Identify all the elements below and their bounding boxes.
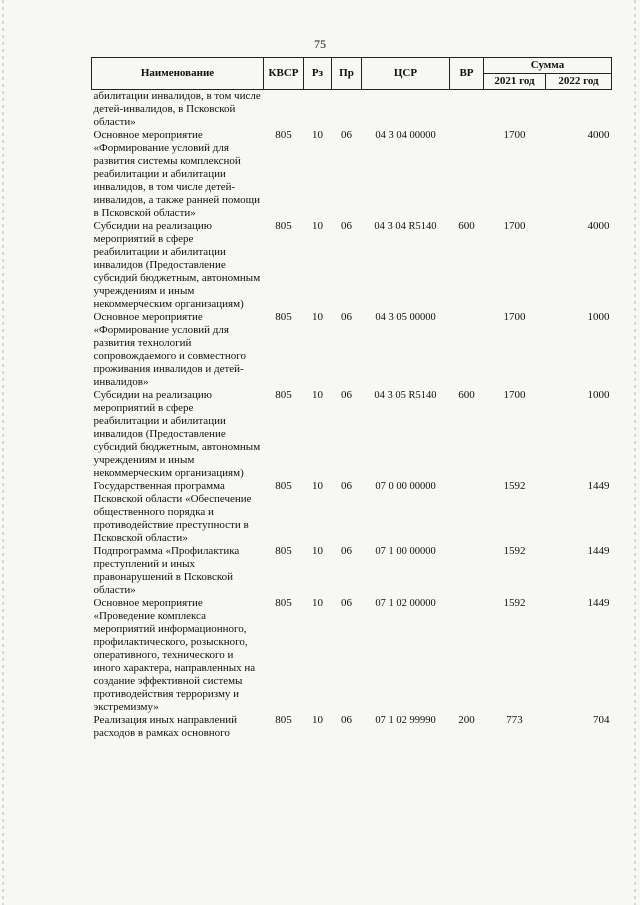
row-rz: 10 xyxy=(312,714,323,726)
row-name: абилитации инвалидов, в том числе детей-инвалидов, в Псковской области» xyxy=(93,90,261,128)
header-kvsr: КВСР xyxy=(264,58,304,90)
row-rz: 10 xyxy=(312,311,323,323)
row-rz: 10 xyxy=(312,129,323,141)
row-amount-2021: 1700 xyxy=(503,220,526,232)
row-amount-2021: 773 xyxy=(506,714,523,726)
row-name: Реализация иных направлений расходов в рамках основного xyxy=(93,714,238,739)
row-name: Субсидии на реализацию мероприятий в сфере реабилитации и абилитации инвалидов (Предоставление субсидий бюджетным, автономным учреждениям и иным некоммерческим организациям) xyxy=(93,389,261,479)
row-csr: 07 1 00 00000 xyxy=(375,546,436,557)
table-row xyxy=(92,597,612,714)
row-name: Основное мероприятие «Формирование условий для развития технологий сопровождаемого и совместного проживания инвалидов и детей-инвалидов» xyxy=(93,311,246,388)
table-row xyxy=(92,311,612,389)
row-amount-2021: 1592 xyxy=(503,545,526,557)
budget-table-container xyxy=(91,57,611,740)
row-csr xyxy=(362,90,450,130)
row-vr: 200 xyxy=(458,714,475,726)
row-rz xyxy=(304,90,332,130)
scan-edge-right xyxy=(634,0,636,905)
row-csr: 04 3 05 R5140 xyxy=(374,390,437,401)
row-csr: 04 3 04 00000 xyxy=(375,130,436,141)
row-amount-2022: 4000 xyxy=(587,220,610,232)
header-name: Наименование xyxy=(92,58,264,90)
row-pr: 06 xyxy=(341,597,352,609)
budget-table xyxy=(91,57,612,740)
row-name: Основное мероприятие «Проведение комплекса мероприятий информационного, профилактического, розыскного, оперативного, технического и иного характера, направленных на создание эффективной системы противодействия терроризму и экстремизму» xyxy=(93,597,256,713)
row-kvsr: 805 xyxy=(275,311,292,323)
row-amount-2022: 1449 xyxy=(587,480,610,492)
row-amount-2021: 1592 xyxy=(503,480,526,492)
table-row xyxy=(92,714,612,740)
row-pr: 06 xyxy=(341,129,352,141)
header-year-2021: 2021 год xyxy=(484,74,546,90)
row-amount-2022 xyxy=(546,90,612,130)
row-vr xyxy=(450,90,484,130)
row-pr: 06 xyxy=(341,480,352,492)
row-rz: 10 xyxy=(312,389,323,401)
header-csr: ЦСР xyxy=(362,58,450,90)
row-kvsr: 805 xyxy=(275,129,292,141)
row-kvsr xyxy=(264,90,304,130)
table-body xyxy=(92,90,612,741)
row-vr xyxy=(450,311,484,389)
header-rz: Рз xyxy=(304,58,332,90)
row-amount-2021: 1700 xyxy=(503,129,526,141)
row-pr: 06 xyxy=(341,545,352,557)
row-amount-2021 xyxy=(484,90,546,130)
row-pr: 06 xyxy=(341,389,352,401)
row-vr: 600 xyxy=(458,389,475,401)
row-amount-2021: 1700 xyxy=(503,389,526,401)
row-kvsr: 805 xyxy=(275,389,292,401)
row-pr: 06 xyxy=(341,714,352,726)
row-rz: 10 xyxy=(312,220,323,232)
row-vr xyxy=(450,129,484,220)
table-row xyxy=(92,389,612,480)
row-pr: 06 xyxy=(341,311,352,323)
row-name: Основное мероприятие «Формирование условий для развития системы комплексной реабилитации и абилитации инвалидов, в том числе детей-инвалидов, а также ранней помощи в Псковской области» xyxy=(93,129,261,219)
header-vr: ВР xyxy=(450,58,484,90)
page-number: 75 xyxy=(314,37,326,51)
row-kvsr: 805 xyxy=(275,597,292,609)
row-vr xyxy=(450,597,484,714)
row-kvsr: 805 xyxy=(275,480,292,492)
row-name: Государственная программа Псковской области «Обеспечение общественного порядка и противодействие преступности в Псковской области» xyxy=(93,480,252,544)
row-amount-2021: 1592 xyxy=(503,597,526,609)
row-rz: 10 xyxy=(312,480,323,492)
row-vr: 600 xyxy=(458,220,475,232)
row-kvsr: 805 xyxy=(275,714,292,726)
row-csr: 04 3 04 R5140 xyxy=(374,221,437,232)
row-amount-2022: 4000 xyxy=(587,129,610,141)
table-row xyxy=(92,220,612,311)
table-row xyxy=(92,90,612,130)
row-name: Подпрограмма «Профилактика преступлений и иных правонарушений в Псковской области» xyxy=(93,545,240,596)
row-amount-2022: 1000 xyxy=(587,311,610,323)
row-kvsr: 805 xyxy=(275,220,292,232)
row-csr: 07 0 00 00000 xyxy=(375,481,436,492)
header-sum: Сумма xyxy=(484,58,612,74)
row-amount-2022: 1449 xyxy=(587,597,610,609)
row-pr: 06 xyxy=(341,220,352,232)
row-rz: 10 xyxy=(312,545,323,557)
header-pr: Пр xyxy=(332,58,362,90)
table-row xyxy=(92,480,612,545)
row-csr: 04 3 05 00000 xyxy=(375,312,436,323)
header-year-2022: 2022 год xyxy=(546,74,612,90)
row-name: Субсидии на реализацию мероприятий в сфере реабилитации и абилитации инвалидов (Предоставление субсидий бюджетным, автономным учреждениям и иным некоммерческим организациям) xyxy=(93,220,261,310)
scan-edge-left xyxy=(2,0,4,905)
row-amount-2022: 1000 xyxy=(587,389,610,401)
row-vr xyxy=(450,480,484,545)
row-csr: 07 1 02 99990 xyxy=(375,715,436,726)
row-kvsr: 805 xyxy=(275,545,292,557)
row-rz: 10 xyxy=(312,597,323,609)
row-vr xyxy=(450,545,484,597)
row-amount-2022: 704 xyxy=(593,714,610,726)
table-row xyxy=(92,545,612,597)
row-amount-2021: 1700 xyxy=(503,311,526,323)
row-amount-2022: 1449 xyxy=(587,545,610,557)
table-row xyxy=(92,129,612,220)
row-csr: 07 1 02 00000 xyxy=(375,598,436,609)
row-pr xyxy=(332,90,362,130)
